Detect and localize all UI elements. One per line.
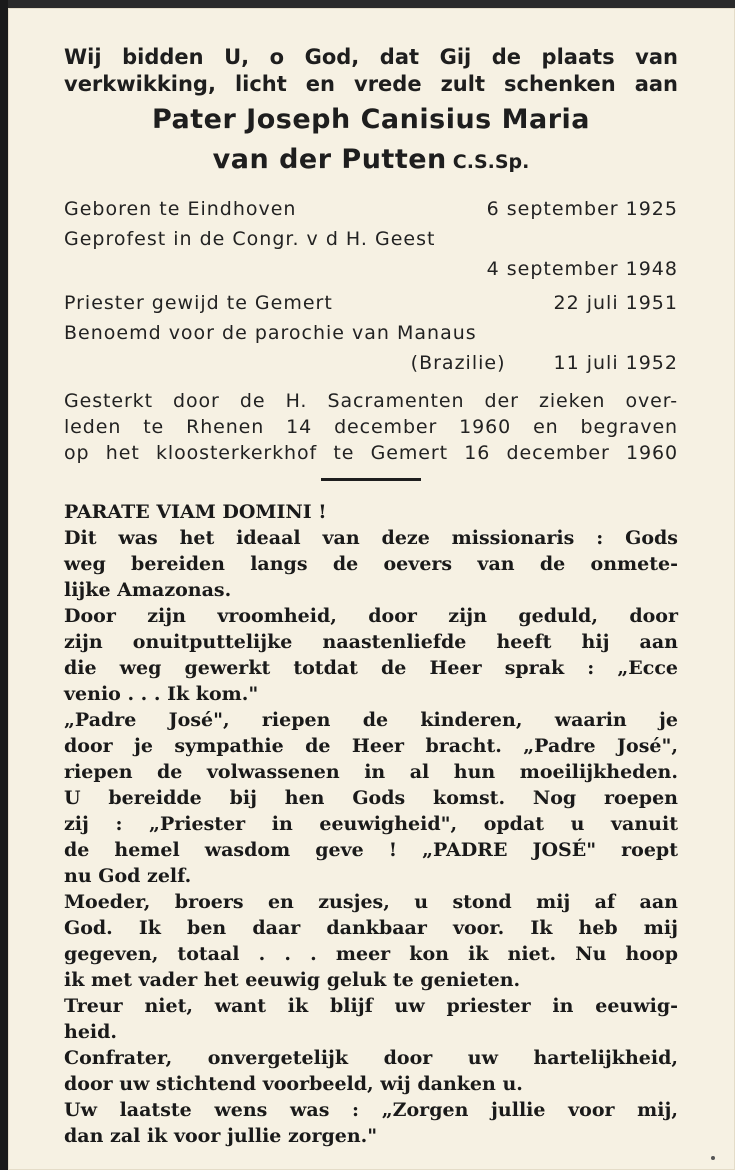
prayer-intro: [64, 44, 678, 98]
scan-border-top: [0, 0, 735, 8]
text-line: lijke Amazonas.: [64, 579, 232, 601]
fact-label: Benoemd voor de parochie van Manaus: [64, 322, 477, 344]
fact-appointed-label: [64, 318, 678, 348]
text-line: die weg gewerkt totdat de Heer sprak : „Ecce: [64, 657, 678, 679]
fact-profess-label: [64, 224, 678, 254]
death-line: Gesterkt door de H. Sacramenten der zieken over-: [64, 390, 678, 412]
text-line: Dit was het ideaal van deze missionaris : Gods: [64, 527, 678, 549]
deceased-surname: van der Putten: [212, 144, 447, 175]
paper-speck: [711, 1156, 715, 1160]
fact-label: Geprofest in de Congr. v d H. Geest: [64, 228, 436, 250]
fact-label: Priester gewijd te Gemert: [64, 292, 333, 314]
fact-date: 11 juli 1952: [553, 352, 678, 374]
prayer-line: verkwikking, licht en vrede zult schenken aan: [64, 72, 678, 96]
fact-date: 6 september 1925: [486, 198, 678, 220]
section-divider: [321, 478, 421, 481]
text-line: God. Ik ben daar dankbaar voor. Ik heb mij: [64, 917, 678, 939]
death-line: op het kloosterkerkhof te Gemert 16 december 1960: [64, 442, 678, 464]
deceased-name-line1: Pater Joseph Canisius Maria: [151, 104, 591, 135]
text-line: venio . . . Ik kom.": [64, 683, 259, 705]
fact-place: (Brazilie): [410, 352, 506, 374]
text-line: gegeven, totaal . . . meer kon ik niet. Nu hoop: [64, 943, 678, 965]
fact-date: 22 juli 1951: [553, 292, 678, 314]
text-line: Treur niet, want ik blijf uw priester in eeuwig-: [64, 995, 678, 1017]
text-line: Uw laatste wens was : „Zorgen jullie voor mij,: [64, 1099, 678, 1121]
text-line: U bereidde bij hen Gods komst. Nog roepen: [64, 787, 678, 809]
fact-profess-date: [64, 254, 678, 284]
deceased-name-line2: [64, 142, 678, 180]
fact-appointed-date: [64, 348, 678, 378]
text-line: ik met vader het eeuwig geluk te genieten.: [64, 969, 521, 991]
congregation-abbrev: C.S.Sp.: [452, 151, 530, 173]
text-line: Confrater, onvergetelijk door uw hartelijkheid,: [64, 1047, 678, 1069]
death-line: leden te Rhenen 14 december 1960 en begraven: [64, 416, 678, 438]
fact-ordained: [64, 288, 678, 318]
text-line: nu God zelf.: [64, 865, 192, 887]
life-facts: [64, 194, 678, 378]
death-paragraph: [64, 388, 678, 466]
text-line: PARATE VIAM DOMINI !: [64, 501, 327, 523]
memorial-text: [64, 499, 678, 1149]
text-line: door je sympathie de Heer bracht. „Padre José",: [64, 735, 678, 757]
text-line: heid.: [64, 1021, 118, 1043]
text-line: de hemel wasdom geve ! „PADRE JOSÉ" roept: [64, 839, 678, 861]
text-line: dan zal ik voor jullie zorgen.": [64, 1125, 378, 1147]
text-line: zijn onuitputtelijke naastenliefde heeft hij aan: [64, 631, 678, 653]
prayer-line: Wij bidden U, o God, dat Gij de plaats van: [64, 45, 678, 69]
fact-born: [64, 194, 678, 224]
text-line: riepen de volwassenen in al hun moeilijkheden.: [64, 761, 678, 783]
text-line: Door zijn vroomheid, door zijn geduld, door: [64, 605, 678, 627]
card-content: [64, 44, 678, 1149]
text-line: zij : „Priester in eeuwigheid", opdat u vanuit: [64, 813, 678, 835]
scan-border-left: [0, 0, 8, 1170]
fact-date: 4 september 1948: [486, 258, 678, 280]
fact-label: Geboren te Eindhoven: [64, 198, 297, 220]
text-line: „Padre José", riepen de kinderen, waarin je: [64, 709, 678, 731]
text-line: Moeder, broers en zusjes, u stond mij af aan: [64, 891, 678, 913]
text-line: weg bereiden langs de oevers van de onmete-: [64, 553, 678, 575]
text-line: door uw stichtend voorbeeld, wij danken u.: [64, 1073, 523, 1095]
